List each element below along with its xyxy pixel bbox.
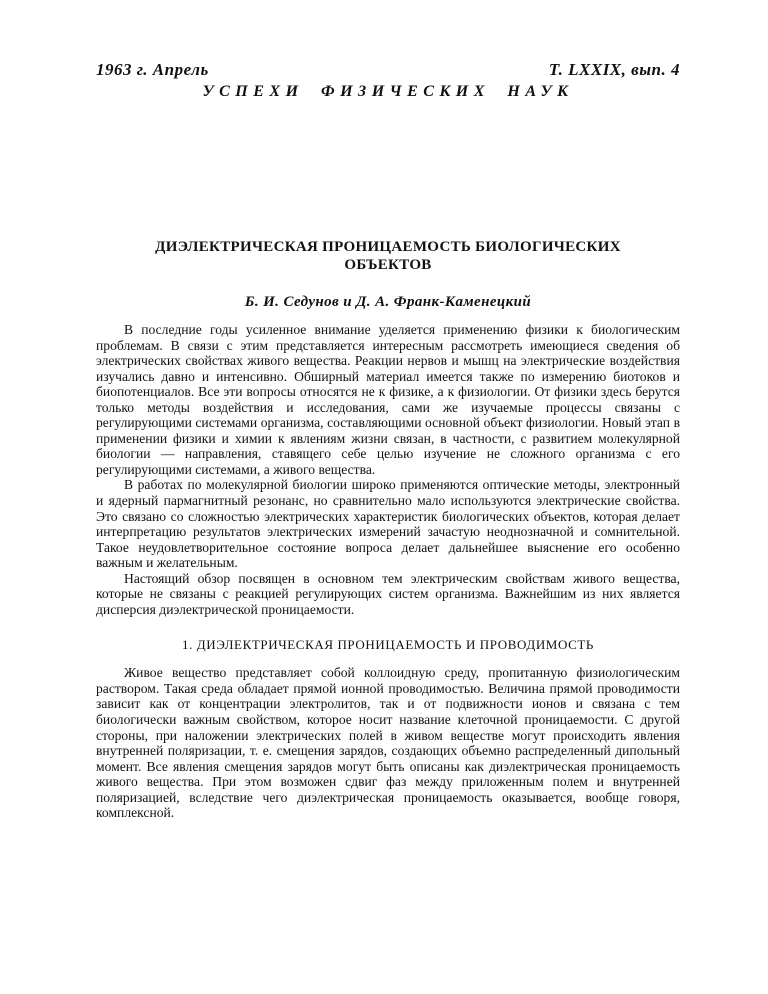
issue-date: 1963 г. Апрель	[96, 60, 209, 79]
paragraph-3: Настоящий обзор посвящен в основном тем электрическим свойствам живого вещества, которые не связаны с реакцией регулирующих систем организма. Важнейшим из них является дисперсия диэлектрической проницаемости.	[96, 570, 680, 617]
paragraph-4: Живое вещество представляет собой коллоидную среду, пропитанную физиологическим раствором. Такая среда обладает прямой ионной проводимостью. Величина прямой проводимости зависит как от концентрации электролитов, так и от подвижности ионов и связана с тем биологически важным свойством, которое носит название клеточной проницаемости. С другой стороны, при наложении электрических полей в живом веществе могут происходить явления внутренней поляризации, т. е. смещения зарядов, создающих объемно распределенный дипольный момент. Все явления смещения зарядов могут быть описаны как диэлектрическая проницаемость живого вещества. При этом возможен сдвиг фаз между приложенным полем и внутренней поляризацией, вследствие чего диэлектрическая проницаемость оказывается, вообще говоря, комплексной.	[96, 665, 680, 821]
running-header	[96, 60, 680, 80]
article-authors: Б. И. Седунов и Д. А. Франк-Каменецкий	[244, 294, 532, 310]
paragraph-1: В последние годы усиленное внимание уделяется применению физики к биологическим проблемам. В связи с этим представляется интересным рассмотреть имеющиеся сведения об электрических свойствах живого вещества. Реакции нервов и мышц на электрические воздействия изучались давно и интенсивно. Обширный материал имеется также по измерению биотоков и биопотенциалов. Все эти вопросы относятся не к физике, а к физиологии. От физики здесь берутся только методы воздействия и исследования, сами же изучаемые процессы связаны с регулирующими системами организма, составляющими основной объект физиологии. Новый этап в применении физики и химии к явлениям жизни связан, в частности, с развитием молекулярной биологии — направления, ставящего себе целью изучение не сложного организма с его регулирующими системами, а живого вещества.	[96, 322, 680, 477]
journal-page	[96, 60, 680, 821]
article-title	[96, 238, 680, 274]
section-heading: 1. ДИЭЛЕКТРИЧЕСКАЯ ПРОНИЦАЕМОСТЬ И ПРОВОДИМОСТЬ	[182, 637, 594, 653]
article-body	[96, 322, 680, 821]
volume-number: Т. LXXIX, вып. 4	[548, 60, 680, 79]
article-title-line-2: ОБЪЕКТОВ	[344, 257, 432, 273]
article-title-line-1: ДИЭЛЕКТРИЧЕСКАЯ ПРОНИЦАЕМОСТЬ БИОЛОГИЧЕСКИХ	[155, 239, 621, 255]
journal-name: УСПЕХИ ФИЗИЧЕСКИХ НАУК	[202, 83, 574, 100]
paragraph-2: В работах по молекулярной биологии широко применяются оптические методы, электронный и ядерный пармагнитный резонанс, но сравнительно мало используются электрические свойства. Это связано со сложностью электрических характеристик биологических объектов, которая делает интерпретацию результатов электрических измерений зачастую неоднозначной и сомнительной. Такое неудовлетворительное состояние вопроса делает дальнейшее выяснение его особенно важным и желательным.	[96, 477, 680, 571]
